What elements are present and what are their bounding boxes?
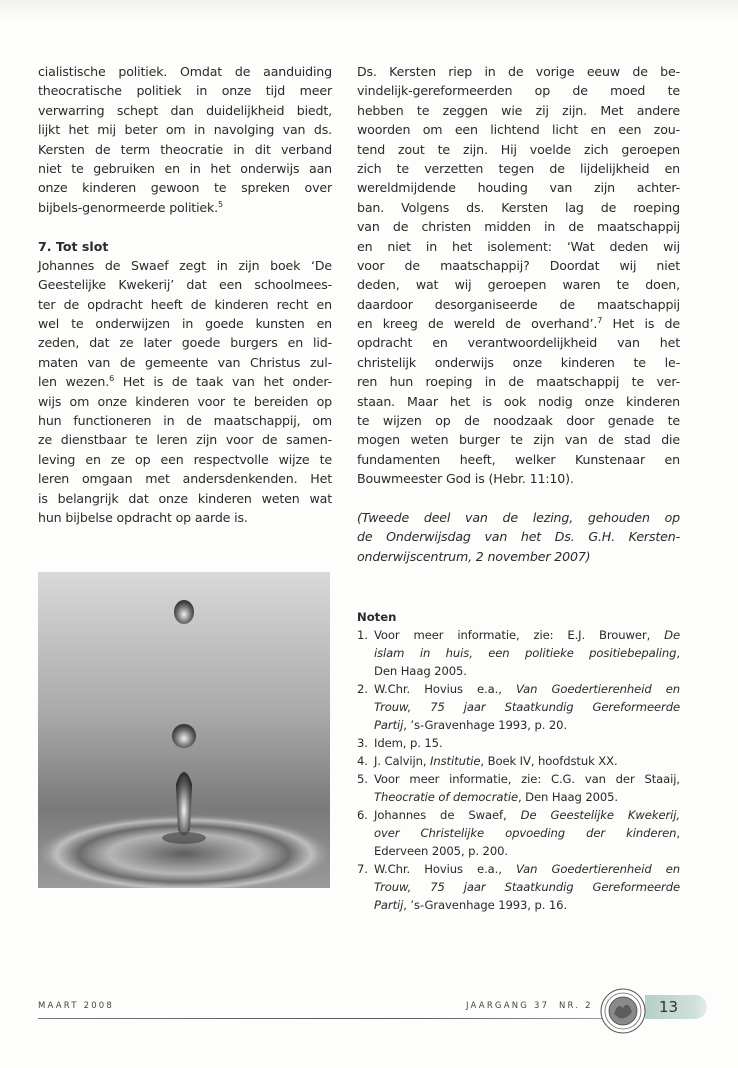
text-line: christelijk onderwijs onze kinderen te le- [357, 354, 680, 370]
note-number: 3. [357, 736, 368, 750]
note-item [357, 806, 680, 860]
text-line: verwarring schept dan duidelijkheid biedt, [38, 102, 332, 118]
note-text: Van Goedertierenheid en [516, 682, 681, 696]
text-line: Kersten de term theocratie in dit verband [38, 141, 332, 157]
splash-column [176, 772, 192, 836]
note-line [357, 788, 680, 806]
note-item [357, 680, 680, 734]
note-text: W.Chr. Hovius e.a., [374, 862, 516, 876]
text-line: Johannes de Swaef zegt in zijn boek ‘De [38, 257, 332, 273]
text-line: ze dienstbaar te leren zijn voor de samen- [38, 432, 332, 448]
note-text: islam in huis, een politieke positiebepaling [374, 646, 677, 660]
note-text: over Christelijke opvoeding der kinderen [374, 826, 677, 840]
drop-middle [172, 724, 196, 748]
text-line: niet te gebruiken en in het onderwijs aan [38, 160, 332, 176]
drop-top [174, 600, 194, 624]
text: Het is de taak van het onder- [114, 374, 333, 390]
left-column [38, 62, 332, 527]
text-line: daardoor desorganiseerde de maatschappij [357, 296, 680, 312]
section-heading: 7. Tot slot [38, 238, 109, 254]
footnote-ref: 6 [109, 374, 115, 384]
note-text: De [664, 628, 680, 642]
notes-title: Noten [357, 610, 397, 624]
note-text: Idem, p. 15. [374, 736, 443, 750]
note-text: Den Haag 2005. [374, 664, 467, 678]
text-line: van de christen midden in de maatschappij [357, 219, 680, 235]
note-text: , [676, 646, 680, 660]
note-line [357, 680, 680, 698]
note-line [357, 860, 680, 878]
note-text: W.Chr. Hovius e.a., [374, 682, 516, 696]
note-text: Trouw, 75 jaar Staatkundig Gereformeerde [374, 880, 680, 894]
text-line: Bouwmeester God is (Hebr. 11:10). [357, 471, 574, 487]
note-line [357, 734, 680, 752]
text: bijbels-genormeerde politiek. [38, 199, 219, 215]
text-line: te wijzen op de noodzaak door genade te [357, 413, 680, 429]
note-number: 1. [357, 628, 368, 642]
text: en kreeg de wereld de overhand’. [357, 316, 598, 332]
lecture-note-line: onderwijscentrum, 2 november 2007) [357, 548, 591, 564]
note-item [357, 752, 680, 770]
text-line: cialistische politiek. Omdat de aanduiding [38, 64, 332, 79]
note-number: 6. [357, 808, 368, 822]
footnote-ref: 7 [597, 316, 603, 326]
text-line: vindelijk-gereformeerden op de moed te [357, 83, 680, 99]
text-line: deden, wat wij geroepen waren te doen, [357, 277, 680, 293]
footer-issue: JAARGANG 37 NR. 2 [466, 1001, 593, 1011]
notes-list [357, 626, 680, 914]
text-line: tend zout te zijn. Hij voelde zich geroepen [357, 141, 680, 157]
note-text: Institutie [430, 754, 481, 768]
text-line: hun bijbelse opdracht op aarde is. [38, 509, 248, 525]
text-line [38, 198, 332, 217]
text-line: opdracht en verantwoordelijkheid van het [357, 335, 680, 351]
text-line: en niet in het isolement: ‘Wat deden wij [357, 238, 680, 254]
right-column [357, 62, 680, 566]
water-drop-photo [38, 572, 330, 888]
text: Het is de [602, 316, 681, 332]
page-number: 13 [645, 995, 707, 1019]
note-text: Voor meer informatie, zie: C.G. van der Staaij, [374, 772, 680, 786]
text-line: lijkt het mij beter om in navolging van ds. [38, 122, 332, 138]
text-line: wel te onderwijzen in goede kunsten en [38, 316, 332, 332]
text-line: theocratische politiek in onze tijd meer [38, 83, 332, 99]
text-line: zeden, dat ze later goede burgers en lid- [38, 335, 332, 351]
text-line: woorden om een lichtend licht en een zou- [357, 122, 680, 138]
note-line [357, 752, 680, 770]
text-line: zich te verzetten tegen de lijdelijkheid en [357, 160, 680, 176]
text-line: maten van de gemeente van Christus zul- [38, 354, 332, 370]
text-line: ter de opdracht heeft de kinderen recht en [38, 296, 332, 312]
note-text: , ’s-Gravenhage 1993, p. 16. [403, 898, 568, 912]
note-text: Partij [374, 718, 404, 732]
text-line: staan. Maar het is ook nodig onze kinderen [357, 393, 680, 409]
text-line: leving en ze op een respectvolle wijze te [38, 451, 332, 467]
text: len wezen. [38, 374, 110, 390]
text-line: leren omgaan met andersdenkenden. Het [38, 471, 332, 487]
note-line [357, 842, 680, 860]
note-text: , Boek IV, hoofdstuk XX. [480, 754, 618, 768]
note-item [357, 860, 680, 914]
note-item [357, 734, 680, 752]
note-text: Voor meer informatie, zie: E.J. Brouwer, [374, 628, 665, 642]
note-text: Partij [374, 898, 404, 912]
footnote-ref: 5 [218, 199, 223, 209]
note-number: 4. [357, 754, 368, 768]
note-text: Johannes de Swaef, [374, 808, 521, 822]
note-line [357, 770, 680, 788]
note-item [357, 770, 680, 806]
text-line: hun functioneren in de maatschappij, om [38, 413, 332, 429]
note-line [357, 626, 680, 644]
note-number: 5. [357, 772, 368, 786]
note-text: , Den Haag 2005. [517, 790, 619, 804]
scan-top-edge [0, 0, 738, 18]
text-line: onze kinderen gewoon te spreken over [38, 180, 332, 196]
note-text: De Geestelijke Kwekerij, [520, 808, 680, 822]
text-line: fundamenten heeft, welker Kunstenaar en [357, 451, 680, 467]
text-line [38, 372, 332, 391]
note-text: Trouw, 75 jaar Staatkundig Gereformeerde [374, 700, 680, 714]
note-line [357, 662, 680, 680]
notes-section [357, 608, 680, 914]
text-line: Geestelijke Kwekerij’ dat een schoolmees- [38, 277, 332, 293]
note-line [357, 896, 680, 914]
note-line [357, 644, 680, 662]
note-text: J. Calvijn, [374, 754, 431, 768]
note-text: Theocratie of democratie [374, 790, 518, 804]
text-line: wereldmijdende houding van zijn achter- [357, 180, 680, 196]
text-line: Ds. Kersten riep in de vorige eeuw de be- [357, 64, 680, 79]
note-text: Ederveen 2005, p. 200. [374, 844, 508, 858]
lecture-note-line: de Onderwijsdag van het Ds. G.H. Kersten- [357, 529, 680, 545]
note-number: 2. [357, 682, 368, 696]
footer-rule [38, 1018, 603, 1019]
text-line: ren hun roeping in de maatschappij te ver- [357, 374, 680, 390]
text-line: voor de maatschappij? Doordat wij niet [357, 257, 680, 273]
text-line: hebben te zeggen wie zij zijn. Met andere [357, 102, 680, 118]
note-number: 7. [357, 862, 368, 876]
text-line: ban. Volgens ds. Kersten lag de roeping [357, 199, 680, 215]
note-line [357, 878, 680, 896]
text-line: is belangrijk dat onze kinderen weten wat [38, 490, 332, 506]
emblem-seal-icon [600, 988, 646, 1034]
footer-date: MAART 2008 [38, 1001, 115, 1011]
text-line: mogen weten burger te zijn van de stad die [357, 432, 680, 448]
note-line [357, 824, 680, 842]
note-text: , [676, 826, 680, 840]
text-line: wijs om onze kinderen voor te bereiden op [38, 393, 332, 409]
note-line [357, 806, 680, 824]
lecture-note-line: (Tweede deel van de lezing, gehouden op [357, 509, 680, 525]
note-text: Van Goedertierenheid en [516, 862, 681, 876]
text-line [357, 314, 680, 333]
note-line [357, 698, 680, 716]
note-line [357, 716, 680, 734]
note-item [357, 626, 680, 680]
note-text: , ’s-Gravenhage 1993, p. 20. [403, 718, 568, 732]
